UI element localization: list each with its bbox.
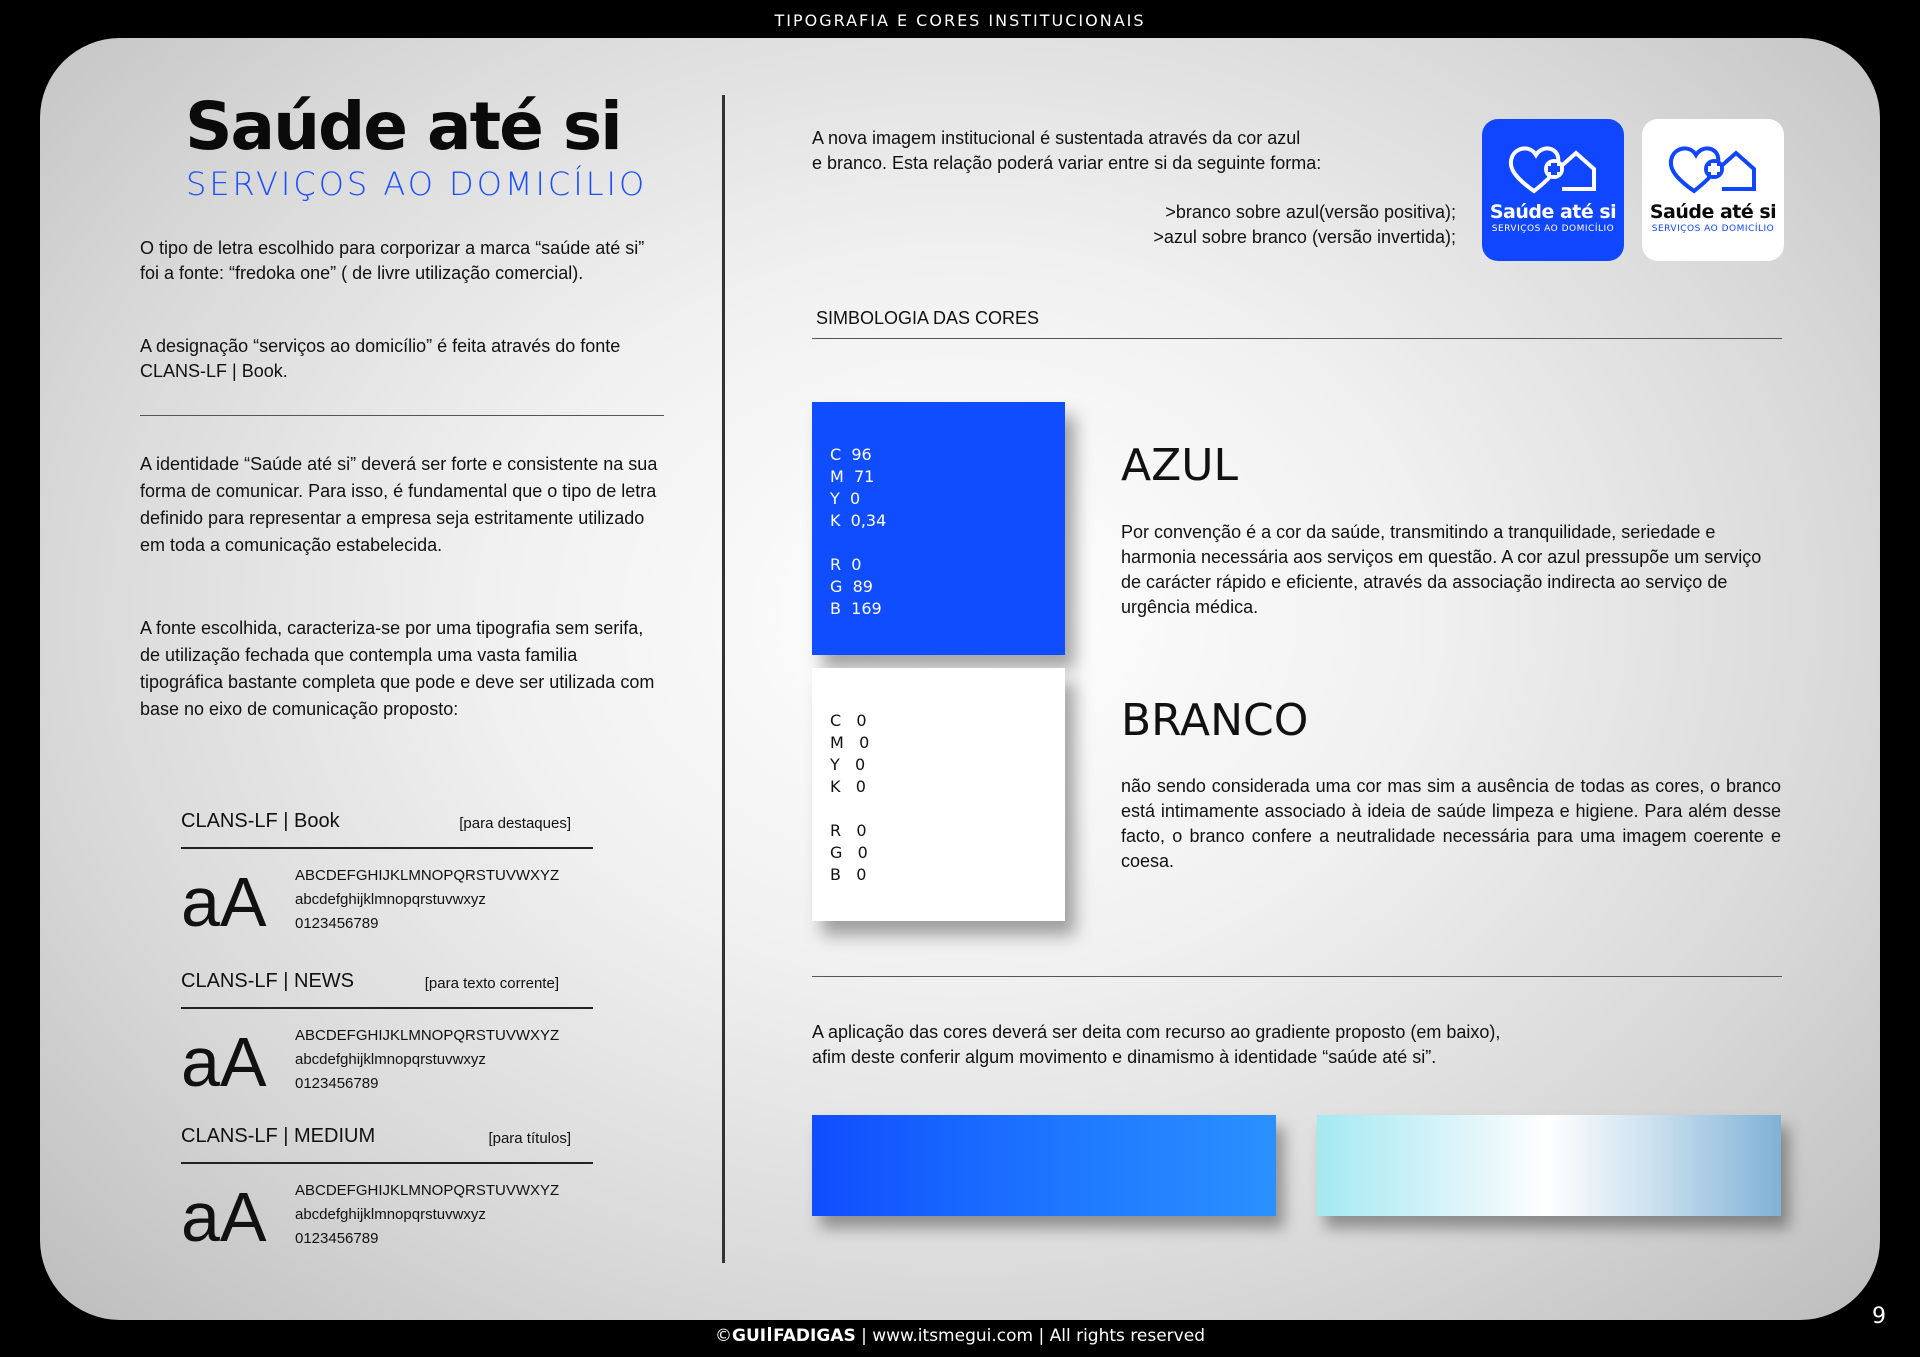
color-value: R 0 [830,555,862,574]
font-alphabet [295,1024,559,1096]
gradient-light [1317,1115,1781,1216]
section-title: SIMBOLOGIA DAS CORES [816,308,1040,328]
swatch-white [812,668,1065,921]
logo-positive [1482,119,1624,261]
font-sample: aA [181,1023,267,1101]
color-value: C 96 [830,445,872,464]
color-value: B 169 [830,599,882,618]
version-inverted: >azul sobre branco (versão invertida); [1153,227,1456,247]
font-digits: 0123456789 [295,1230,379,1247]
font-sample: aA [181,863,267,941]
color-description-white: não sendo considerada uma cor mas sim a ausência de todas as cores, o branco está intimamente associado à ideia de saúde limpeza e higiene. Para além desse facto, o branco confere a neutralidade necessária para uma imagem coerente e coesa. [1121,776,1781,871]
spacer [830,532,886,554]
footer-text: | www.itsmegui.com | All rights reserved [855,1326,1205,1346]
page-header: TIPOGRAFIA E CORES INSTITUCIONAIS [774,11,1146,30]
copyright-symbol: © [715,1326,733,1346]
logo-inverted-title: Saúde até si [1649,201,1777,223]
logo-inverted [1642,119,1784,261]
gradient-blue [812,1115,1276,1216]
footer-brand-b: FADIGAS [773,1326,856,1346]
color-value: B 0 [830,865,867,884]
color-value: R 0 [830,821,867,840]
font-uppercase: ABCDEFGHIJKLMNOPQRSTUVWXYZ [295,1027,560,1044]
font-lowercase: abcdefghijklmnopqrstuvwxyz [295,1051,486,1068]
color-name-white: BRANCO [1121,695,1309,746]
color-value: M 71 [830,467,875,486]
gradient-note-line-1: A aplicação das cores deverá ser deita com recurso ao gradiente proposto (em baixo), [812,1022,1501,1042]
intro-paragraph-1: O tipo de letra escolhido para corporizar a marca “saúde até si” foi a fonte: “fredoka one” ( de livre utilização comercial). [140,238,645,283]
color-value: Y 0 [830,755,866,774]
intro-paragraph-2: A designação “serviços ao domicílio” é feita através do fonte CLANS-LF | Book. [140,336,621,381]
swatch-blue [812,402,1065,655]
font-divider [181,1162,593,1164]
color-value: K 0,34 [830,511,887,530]
brand-tagline: SERVIÇOS AO DOMICÍLIO [186,165,648,203]
font-alphabet [295,1179,559,1251]
color-value: G 89 [830,577,873,596]
gradient-note [812,1020,1712,1070]
color-value: K 0 [830,777,866,796]
section-title-divider [812,338,1782,339]
color-description-blue: Por convenção é a cor da saúde, transmitindo a tranquilidade, seriedade e harmonia necessária aos serviços em questão. A cor azul pressupõe um serviço de carácter rápido e eficiente, através da associação indirecta ao serviço de urgência médica. [1121,522,1762,617]
font-name: CLANS-LF | MEDIUM [181,1125,376,1147]
brand-title: Saúde até si [185,88,621,165]
version-positive: >branco sobre azul(versão positiva); [1165,202,1456,222]
font-specimens [181,810,593,1256]
logo-inverted-subtitle: SERVIÇOS AO DOMICÍLIO [1651,224,1775,234]
font-divider [181,1007,593,1009]
page-footer [0,1319,1920,1357]
gradient-note-line-2: afim deste conferir algum movimento e dinamismo à identidade “saúde até si”. [812,1047,1437,1067]
color-value: Y 0 [830,489,861,508]
logo-positive-title: Saúde até si [1489,201,1617,223]
font-name: CLANS-LF | Book [181,810,340,832]
font-sample: aA [181,1178,267,1256]
color-value: G 0 [830,843,868,862]
color-value: M 0 [830,733,870,752]
color-value: C 0 [830,711,867,730]
font-usage: [para destaques] [459,815,571,832]
colors-intro-line-1: A nova imagem institucional é sustentada através da cor azul [812,128,1301,148]
white-color-values [830,710,869,886]
font-divider [181,847,593,849]
font-uppercase: ABCDEFGHIJKLMNOPQRSTUVWXYZ [295,1182,560,1199]
font-digits: 0123456789 [295,915,379,932]
heart-house-icon [1504,139,1602,201]
identity-paragraph: A identidade “Saúde até si” deverá ser forte e consistente na sua forma de comunicar. Para isso, é fundamental que o tipo de letra definido para representar a empresa seja estritamente utilizado em toda a comunicação estabelecida. [140,454,658,555]
font-usage: [para texto corrente] [424,975,559,992]
font-lowercase: abcdefghijklmnopqrstuvwxyz [295,1206,486,1223]
page-number: 9 [1872,1304,1886,1329]
footer-brand-a: GUI [732,1326,767,1346]
color-name-blue: AZUL [1121,440,1238,491]
font-lowercase: abcdefghijklmnopqrstuvwxyz [295,891,486,908]
column-divider [722,95,725,1263]
font-usage: [para títulos] [488,1130,571,1147]
font-uppercase: ABCDEFGHIJKLMNOPQRSTUVWXYZ [295,867,560,884]
left-divider [140,415,664,416]
blue-color-values [830,444,886,620]
heart-house-icon [1664,139,1762,201]
colors-intro [812,126,1372,176]
font-paragraph: A fonte escolhida, caracteriza-se por uma tipografia sem serifa, de utilização fechada que contempla uma vasta familia tipográfica bastante completa que pode e deve ser utilizada com base no eixo de comunicação proposto: [140,618,655,719]
gradient-divider [812,976,1782,977]
colors-intro-line-2: e branco. Esta relação poderá variar entre si da seguinte forma: [812,153,1322,173]
version-list [1100,200,1456,250]
font-alphabet [295,864,559,936]
font-digits: 0123456789 [295,1075,379,1092]
font-name: CLANS-LF | NEWS [181,970,354,992]
footer-brand-separator [768,1327,771,1341]
logo-positive-subtitle: SERVIÇOS AO DOMICÍLIO [1491,224,1615,234]
spacer [830,798,869,820]
